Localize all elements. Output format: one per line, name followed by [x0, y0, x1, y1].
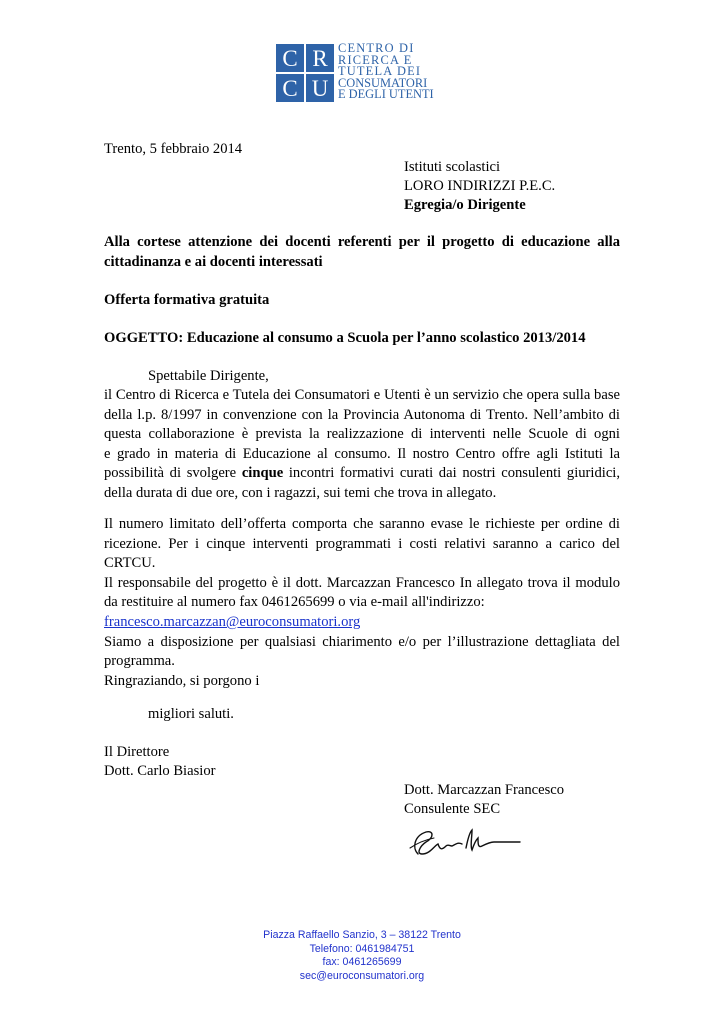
logo-mark — [276, 44, 334, 102]
paragraph-line: Ringraziando, si porgono i — [104, 672, 260, 689]
crtcu-logo — [276, 41, 448, 104]
handwritten-signature — [404, 824, 528, 860]
paragraph-line: programma. — [104, 653, 175, 670]
logo-cell: C — [276, 44, 304, 72]
paragraph-line: e grado in materia di Educazione al consumo. Il nostro Centro offre agli Istituti la — [104, 445, 620, 462]
paragraph-line: il Centro di Ricerca e Tutela dei Consumatori e Utenti è un servizio che opera sulla base — [104, 387, 620, 403]
paragraph-line: della l.p. 8/1997 in convenzione con la Provincia Autonoma di Trento. Nell’ambito di — [104, 406, 620, 423]
recipient-line: LORO INDIRIZZI P.E.C. — [404, 178, 556, 194]
logo-line: TUTELA DEI — [338, 64, 422, 79]
paragraph-line: CRTCU. — [104, 555, 156, 572]
emphasis-cinque: cinque — [241, 465, 284, 482]
paragraph-line: Il numero limitato dell’offerta comporta che saranno evase le richieste per ordine di — [104, 516, 620, 532]
director-name: Dott. Carlo Biasior — [104, 763, 216, 779]
attention-block — [104, 233, 620, 272]
paragraph-text: incontri formativi curati dai nostri consulenti giuridici, — [283, 465, 620, 482]
attention-line: Alla cortese attenzione dei docenti referenti per il progetto di educazione alla — [104, 234, 620, 250]
paragraph-line: Il responsabile del progetto è il dott. Marcazzan Francesco In allegato trova il modulo — [104, 574, 620, 591]
paragraph-line — [104, 464, 620, 484]
logo-wordmark — [338, 43, 434, 101]
paragraph-text: possibilità di svolgere — [104, 465, 242, 482]
paragraph-line: ricezione. Per i cinque interventi programmati i costi relativi saranno a carico del — [104, 535, 620, 552]
paragraph-line: della durata di due ore, con i ragazzi, sui temi che trova in allegato. — [104, 484, 497, 501]
footer-phone: Telefono: 0461984751 — [309, 942, 415, 955]
salutation: Spettabile Dirigente, — [148, 368, 269, 384]
logo-line: RICERCA E — [338, 52, 413, 67]
email-link[interactable]: francesco.marcazzan@euroconsumatori.org — [104, 613, 361, 630]
consultant-role: Consulente SEC — [404, 801, 501, 817]
logo-line: CONSUMATORI — [338, 75, 428, 90]
offer-heading: Offerta formativa gratuita — [104, 292, 270, 308]
recipient-greeting: Egregia/o Dirigente — [404, 197, 526, 213]
logo-cell: U — [306, 74, 334, 102]
logo-cell: R — [306, 44, 334, 72]
recipient-line: Istituti scolastici — [404, 159, 501, 175]
paragraph-line — [104, 613, 620, 633]
consultant-name: Dott. Marcazzan Francesco — [404, 782, 565, 798]
director-title: Il Direttore — [104, 744, 170, 760]
footer-address: Piazza Raffaello Sanzio, 3 – 38122 Trento — [263, 929, 461, 941]
paragraph-1 — [104, 386, 620, 504]
paragraph-2 — [104, 515, 620, 691]
logo-line: CENTRO DI — [338, 41, 415, 55]
date-line: Trento, 5 febbraio 2014 — [104, 141, 243, 157]
logo-cell: C — [276, 74, 304, 102]
paragraph-line: da restituire al numero fax 0461265699 o via e-mail all'indirizzo: — [104, 594, 485, 611]
subject-line: OGGETTO: Educazione al consumo a Scuola per l’anno scolastico 2013/2014 — [104, 330, 586, 346]
paragraph-line: Siamo a disposizione per qualsiasi chiarimento e/o per l’illustrazione dettagliata del — [104, 633, 620, 650]
logo-line: E DEGLI UTENTI — [338, 87, 434, 102]
footer-fax: fax: 0461265699 — [322, 956, 402, 968]
footer-contact — [0, 929, 724, 983]
closing-line: migliori saluti. — [148, 706, 234, 722]
footer-email[interactable]: sec@euroconsumatori.org — [299, 969, 425, 982]
attention-line: cittadinanza e ai docenti interessati — [104, 253, 323, 270]
paragraph-line: questa collaborazione è prevista la realizzazione di interventi nelle Scuole di ogni — [104, 426, 620, 443]
